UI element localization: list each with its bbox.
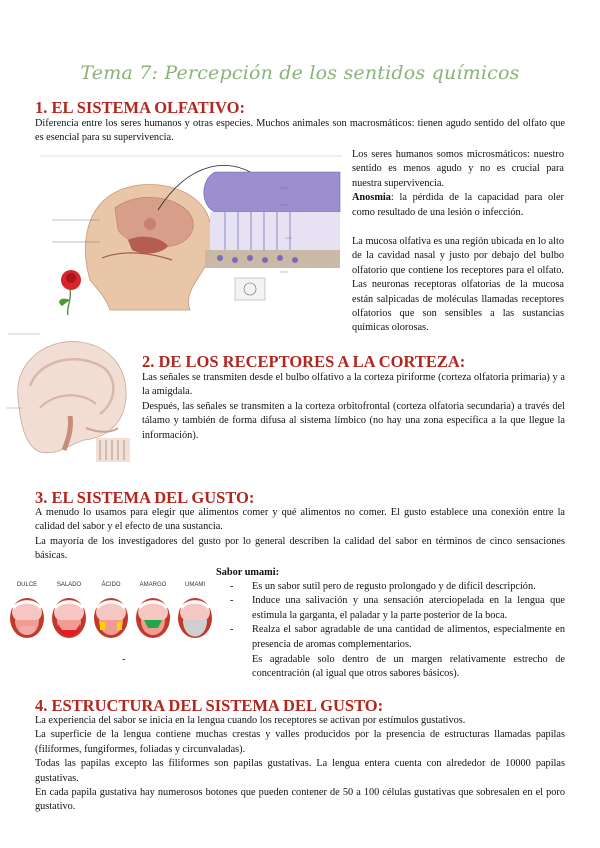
s4-paragraph-4: En cada papila gustativa hay numerosos botones que pueden contener de 50 a 100 células gustativas que sobresalen en el poro gustativo. <box>35 787 565 813</box>
umami-item: - Induce una salivación y una sensación aterciopelada en la lengua que estimula la garganta, el paladar y la parte posterior de la boca. <box>216 594 565 623</box>
section-2-heading: 2. DE LOS RECEPTORES A LA CORTEZA: <box>142 352 466 371</box>
umami-item: - Es un sabor sutil pero de regusto prolongado y de difícil descripción. <box>216 580 565 594</box>
umami-title <box>216 566 296 580</box>
anosmia-term: Anosmia <box>352 192 391 204</box>
page-title: Tema 7: Percepción de los sentidos químicos <box>80 62 520 84</box>
umami-item: - Es agradable solo dentro de un margen relativamente estrecho de concentración (al igual que otros sabores básicos). <box>108 653 565 682</box>
s1-anosmia-definition <box>352 191 564 220</box>
olfactory-system-figure <box>40 150 345 315</box>
s1-paragraph-2: Los seres humanos somos microsmáticos: nuestro sentido es menos agudo y no es crucial para nuestra supervivencia. <box>352 149 564 189</box>
s3-paragraph-1: A menudo lo usamos para elegir que alimentos comer y qué alimentos no comer. El gusto establece una conexión entre la calidad del sabor y el efecto de una sustancia. <box>35 507 565 533</box>
s1-paragraph-1: Diferencia entre los seres humanos y otras especies. Muchos animales son macrosmáticos: tienen agudo sentido del olfato que es esencial para su supervivencia. <box>35 118 565 144</box>
brain-pathway-figure <box>0 328 140 468</box>
s4-paragraph-2: La superficie de la lengua contiene muchas crestas y valles producidos por la presencia de estructuras llamadas papilas (filiformes, fungiformes, foliadas y circunvaladas). <box>35 729 565 755</box>
anosmia-text: : la pérdida de la capacidad para oler como resultado de una lesión o infección. <box>352 192 564 218</box>
umami-list-top <box>216 580 565 652</box>
s2-paragraph-1: Las señales se transmiten desde el bulbo olfativo a la corteza piriforme (corteza olfatoria primaria) y a la amígdala. <box>142 372 565 398</box>
section-4-heading: 4. ESTRUCTURA DEL SISTEMA DEL GUSTO: <box>35 696 384 715</box>
section-1-side-text <box>352 148 564 336</box>
umami-item: - Realza el sabor agradable de una cantidad de alimentos, especialmente en presencia de aromas complementarios. <box>216 623 565 652</box>
section-3-body <box>35 506 565 564</box>
s4-paragraph-3: Todas las papilas excepto las filiformes son papilas gustativas. La lengua entera cuenta con alrededor de 10000 papilas gustativas. <box>35 758 565 784</box>
s2-paragraph-2: Después, las señales se transmiten a la corteza orbitofrontal (corteza olfatoria secundaria) a través del tálamo y también de forma difusa al sistema límbico (no hay una zona específica a la que llegue la información). <box>142 400 565 441</box>
taste-label-umami: UMAMI <box>185 582 205 588</box>
section-1-heading: 1. EL SISTEMA OLFATIVO: <box>35 98 245 117</box>
section-1-intro <box>35 117 565 146</box>
taste-tongues-figure <box>8 582 218 652</box>
s1-paragraph-3: La mucosa olfativa es una región ubicada en lo alto de la cavidad nasal y justo por debajo del bulbo olfatorio que contiene los receptores para el olfato. Las neuronas receptoras olfatorias de la mucosa están salpicadas de moléculas llamadas receptores olfatorios que son sensibles a las sustancias químicas olorosas. <box>352 236 564 334</box>
taste-label-bitter: AMARGO <box>139 582 167 588</box>
umami-title-text: Sabor umami: <box>216 567 280 578</box>
s3-paragraph-2: La mayoría de los investigadores del gusto por lo general describen la calidad del sabor en términos de cinco sensaciones básicas. <box>35 535 565 562</box>
section-2-body <box>142 371 565 443</box>
taste-label-sweet: DULCE <box>16 582 38 588</box>
section-4-body <box>35 714 565 815</box>
tongues-drawing <box>8 592 218 648</box>
taste-label-salty: SALADO <box>56 582 82 588</box>
taste-label-sour: ÁCIDO <box>101 582 121 588</box>
s4-paragraph-1: La experiencia del sabor se inicia en la lengua cuando los receptores se activan por estímulos gustativos. <box>35 715 466 726</box>
section-3-heading: 3. EL SISTEMA DEL GUSTO: <box>35 488 255 507</box>
umami-list-bottom <box>108 653 565 682</box>
